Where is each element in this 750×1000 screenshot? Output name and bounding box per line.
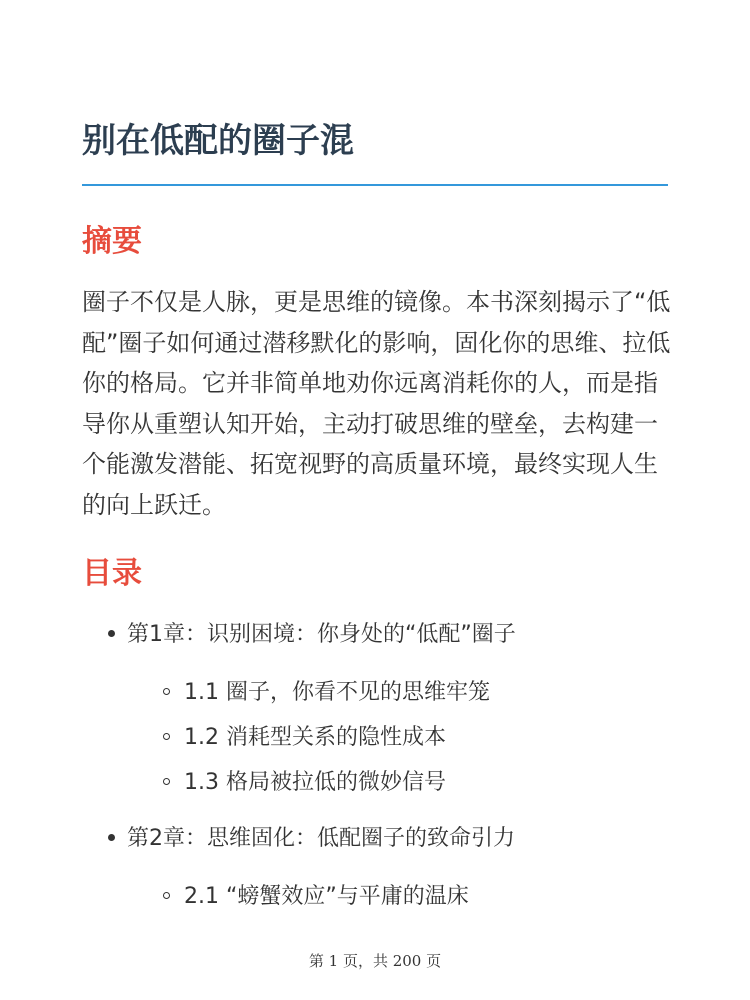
toc-chapter-label: 第2章：思维固化：低配圈子的致命引力 [127,826,515,851]
toc-chapter-label: 第1章：识别困境：你身处的“低配”圈子 [127,622,516,647]
toc-section-label: 1.3 格局被拉低的微妙信号 [184,770,446,795]
toc-section-label: 1.2 消耗型关系的隐性成本 [184,725,446,750]
bullet-icon [108,630,115,637]
page-footer: 第 1 页，共 200 页 [308,952,442,970]
summary-heading: 摘要 [82,224,142,259]
toc-heading: 目录 [82,556,142,591]
toc-section-label: 1.1 圈子，你看不见的思维牢笼 [184,680,490,705]
toc-section-1-2 [163,721,446,755]
toc-section-label: 2.1 “螃蟹效应”与平庸的温床 [184,884,469,909]
toc-chapter-1 [108,618,516,652]
toc-chapter-2 [108,822,515,856]
document-title: 别在低配的圈子混 [82,121,354,161]
toc-section-2-1 [163,880,469,914]
hollow-bullet-icon [163,892,170,899]
toc-section-1-3 [163,766,446,800]
bullet-icon [108,834,115,841]
hollow-bullet-icon [163,688,170,695]
title-divider [82,184,668,186]
toc-section-1-1 [163,676,490,710]
hollow-bullet-icon [163,778,170,785]
summary-paragraph: 圈子不仅是人脉，更是思维的镜像。本书深刻揭示了“低配”圈子如何通过潜移默化的影响，固化你的思维、拉低你的格局。它并非简单地劝你远离消耗你的人，而是指导你从重塑认知开始，主动打破思维的壁垒，去构建一个能激发潜能、拓宽视野的高质量环境，最终实现人生的向上跃迁。 [82,288,671,519]
hollow-bullet-icon [163,733,170,740]
